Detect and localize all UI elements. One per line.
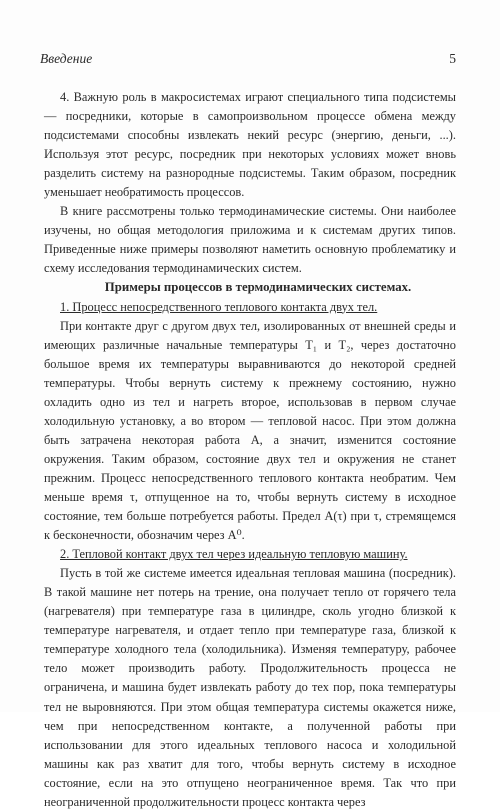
subsection-heading-1-text: 1. Процесс непосредственного теплового контакта двух тел. (60, 299, 378, 314)
page-number: 5 (449, 51, 456, 66)
running-header (40, 51, 456, 69)
subsection-heading-1 (44, 298, 456, 317)
chapter-title: Введение (40, 51, 93, 66)
subsection-heading-2 (44, 545, 456, 564)
paragraph-intermediaries: 4. Важную роль в макросистемах играют специального типа подсистемы — посредники, которые в самопроизвольном процессе обмена между подсистемами способны извлекать некий ресурс (энергию, деньги, ...). Используя этот ресурс, посредник при некоторых условиях может вновь разделить систему на разнородные подсистемы. Таким образом, посредник уменьшает необратимость процессов. (44, 90, 456, 200)
section-heading: Примеры процессов в термодинамических системах. (104, 280, 412, 295)
paragraph-thermodynamic-scope: В книге рассмотрены только термодинамические системы. Они наиболее изучены, но общая методология приложима и к системам других типов. Приведенные ниже примеры позволяют наметить основную проблематику и схему исследования термодинамических систем. (44, 204, 456, 276)
paragraph-ideal-engine: Пусть в той же системе имеется идеальная тепловая машина (посредник). В такой машине нет потерь на трение, она получает тепло от горячего тела (нагревателя) при температуре газа в цилиндре, сколь угодно близкой к температуре нагревателя, и отдает тепло при температуре газа, близкой к температуре холодного тела (холодильника). Изменяя температуру, рабочее тело может производить работу. Продолжительность процесса не ограничена, и машина будет извлекать работу до тех пор, пока температуры тел не выровняются. При этом общая температура системы окажется ниже, чем при непосредственном контакте, а полученной работы при использовании для этого идеальных теплового насоса и холодильной машины как раз хватит для того, чтобы вернуть систему в исходное состояние, если на это отпущено неограниченное время. Так что при неограниченной продолжительности процесс контакта через (44, 566, 456, 809)
subsection-heading-2-text: 2. Тепловой контакт двух тел через идеальную тепловую машину. (60, 547, 408, 562)
page-body (44, 88, 456, 812)
paragraph-direct-contact: При контакте друг с другом двух тел, изолированных от внешней среды и имеющих различные начальные температуры T₁ и T₂, через достаточно большое время их температуры выравниваются до некоторой средней температуры. Чтобы вернуть систему к прежнему состоянию, нужно охладить одно из тел и нагреть второе, использовав в первом случае холодильную установку, а во втором — тепловой насос. При этом должна быть затрачена некоторая работа A, а значит, изменится состояние окружения. Таким образом, состояние двух тел и окружения не станет прежним. Процесс непосредственного теплового контакта необратим. Чем меньше время τ, отпущенное на то, чтобы вернуть систему в исходное состояние, тем больше потребуется работы. Предел A(τ) при τ, стремящемся к бесконечности, обозначим через A⁰. (44, 318, 456, 543)
